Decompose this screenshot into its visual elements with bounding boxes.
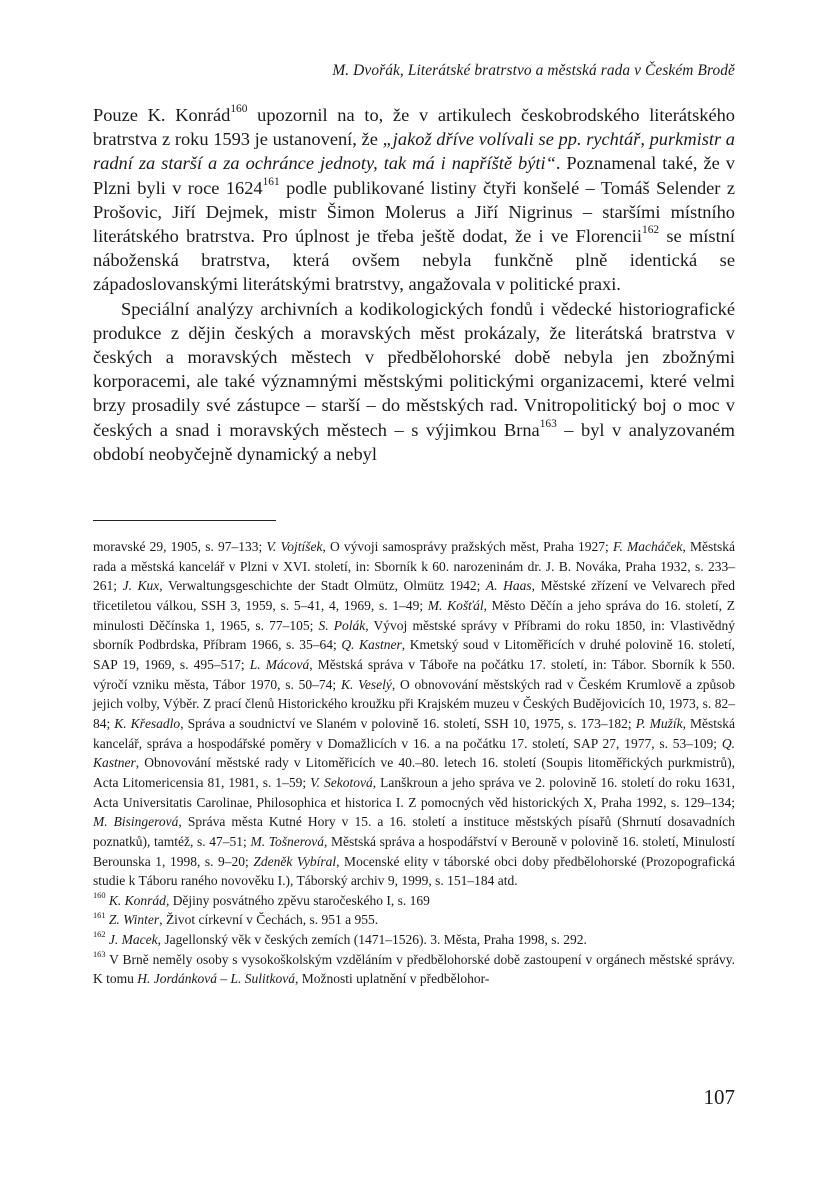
- italic-run: L. Mácová: [249, 656, 310, 672]
- text-run: , Vývoj městské správy v Příbrami do roku 1850, in: Vlastivědný sborník Podbrdska, Příbram 1966, s. 35–64;: [93, 617, 735, 653]
- footnote-ref: 163: [539, 417, 557, 430]
- footnote-continuation: [93, 537, 735, 891]
- italic-run: S. Polák: [318, 617, 366, 633]
- text-run: , Městská rada a městská kancelář v Plzni v XVI. století, in: Sborník k 60. narozeninám dr. J. B. Nováka, Praha 1932, s. 233–261;: [93, 539, 735, 594]
- text-run: , Kmetský soud v Litoměřicích v druhé polovině 16. století, SAP 19, 1969, s. 495–517;: [93, 637, 735, 672]
- text-run: , Město Děčín a jeho správa do 16. století, Z minulosti Děčínska 1, 1965, s. 77–105;: [93, 597, 735, 633]
- footnote-ref: 163: [93, 950, 106, 960]
- text-run: . Poznamenal také, že v Plzni byli v roce 1624: [93, 153, 735, 198]
- text-run: , Správa a soudnictví ve Slaném v polovině 16. století, SSH 10, 1975, s. 173–182;: [180, 715, 636, 731]
- text-run: , Městská správa a hospodářství v Berouně v polovině 16. století, Minulostí Berounska 1, 1998, s. 9–20;: [93, 833, 736, 869]
- main-text: [93, 103, 735, 466]
- italic-run: H. Jordánková – L. Sulitková: [137, 971, 295, 987]
- text-run: , Možnosti uplatnění v předbělohor-: [295, 971, 490, 987]
- italic-run: F. Macháček: [612, 539, 683, 554]
- running-header: M. Dvořák, Literátské bratrstvo a městská rada v Českém Brodě: [332, 62, 735, 79]
- italic-run: M. Tošnerová: [250, 833, 324, 849]
- italic-run: V. Sekotová: [310, 774, 373, 790]
- text-run: , Jagellonský věk v českých zemích (1471–1526). 3. Města, Praha 1998, s. 292.: [157, 932, 587, 948]
- footnote-ref: 160: [93, 891, 106, 901]
- footnote-ref: 162: [93, 930, 106, 940]
- text-run: , Lanškroun a jeho správa ve 2. polovině 16. století do roku 1631, Acta Universitatis Carolinae, Philosophica et historica I. Z pomocných věd historických X, Praha 1992, s. 129–134;: [93, 774, 736, 810]
- footnotes: [93, 537, 735, 989]
- italic-run: V. Vojtíšek: [266, 539, 323, 554]
- italic-run: J. Kux: [122, 578, 160, 594]
- text-run: , O obnovování městských rad v Českém Krumlově a způsob jejich volby, Výběr. Z prací členů Historického kroužku při Krajském muzeu v Českých Budějovicích 10, 1973, s. 82–84;: [93, 676, 735, 731]
- footnote-160: [93, 891, 735, 911]
- footnote-161: [93, 910, 735, 930]
- italic-run: A. Haas: [485, 578, 532, 594]
- italic-run: J. Macek: [108, 932, 158, 948]
- text-run: – byl v analyzovaném období neobyčejně dynamický a nebyl: [93, 419, 735, 464]
- paragraph-1: [93, 103, 735, 297]
- text-run: , Obnovování městské rady v Litoměřicích ve 40.–80. letech 16. století (Soupis litoměřických purkmistrů), Acta Litomericensia 81, 1981, s. 1–59;: [93, 755, 735, 790]
- text-run: , Městská správa v Táboře na počátku 17. století, in: Tábor. Sborník k 550. výročí vzniku města, Tábor 1970, s. 50–74;: [93, 656, 735, 692]
- italic-run: P. Mužík: [635, 715, 683, 731]
- italic-run: K. Veselý: [340, 676, 392, 692]
- text-run: Pouze K. Konrád: [93, 105, 231, 125]
- text-run: se místní náboženská bratrstva, která ovšem nebyla funkčně plně identická se západoslovanskými literátskými bratrstvy, angažovala v politické praxi.: [93, 226, 735, 295]
- text-run: podle publikované listiny čtyři konšelé – Tomáš Selender z Prošovic, Jiří Dejmek, mistr Šimon Molerus a Jiří Nigrinus – staršími místního literátského bratrstva. Pro úplnost je třeba ještě dodat, že i ve Florencii: [93, 177, 735, 247]
- italic-run: Z. Winter: [108, 912, 160, 928]
- footnote-ref: 161: [93, 910, 106, 920]
- text-run: , Život církevní v Čechách, s. 951 a 955.: [159, 912, 379, 928]
- text-run: , Mocenské elity v táborské obci doby předbělohorské (Prozopografická studie k Táboru raného novověku I.), Táborský archiv 9, 1999, s. 151–184 atd.: [93, 853, 735, 889]
- footnote-ref: 160: [230, 103, 248, 116]
- text-run: moravské 29, 1905, s. 97–133;: [93, 539, 267, 554]
- footnote-ref: 161: [262, 175, 280, 188]
- footnote-163: [93, 950, 735, 989]
- italic-run: K. Konrád: [108, 892, 166, 908]
- text-run: V Brně neměly osoby s vysokoškolským vzděláním v předbělohorské době zastoupení v orgánech městské správy. K tomu: [93, 951, 735, 987]
- paragraph-2: [93, 297, 735, 466]
- italic-run: M. Bisingerová: [93, 814, 179, 830]
- text-run: , O vývoji samosprávy pražských měst, Praha 1927;: [322, 539, 613, 554]
- text-run: , Dějiny posvátného zpěvu staročeského I, s. 169: [165, 892, 430, 908]
- text-run: upozornil na to, že v artikulech českobrodského literátského bratrstva z roku 1593 je ustanovení, že: [93, 105, 735, 150]
- text-run: Speciální analýzy archivních a kodikologických fondů i vědecké historiografické produkce z dějin českých a moravských měst prokázaly, že literátská bratrstva v českých a moravských městech v předbělohorské době nebyla jen zbožnými korporacemi, ale také významnými městskými politickými organizacemi, které velmi brzy prosadily své zástupce – starší – do městských rad. Vnitropolitický boj o moc v českých a snad i moravských městech – s výjimkou Brna: [93, 298, 735, 440]
- footnote-separator: [93, 520, 276, 521]
- text-run: , Městská kancelář, správa a hospodářské poměry v Domažlicích v 16. a na počátku 17. století, SAP 27, 1977, s. 53–109;: [93, 715, 735, 751]
- italic-run: K. Křesadlo: [114, 715, 181, 731]
- italic-run: „jakož dříve volívali se pp. rychtář, purkmistr a radní za starší a za ochránce jednoty, tak má i napříště býti“: [93, 129, 735, 174]
- text-run: , Správa města Kutné Hory v 15. a 16. století a instituce městských písařů (Shrnutí dosavadních poznatků), tamtéž, s. 47–51;: [93, 814, 736, 849]
- page-number: 107: [703, 1085, 735, 1109]
- text-run: , Verwaltungsgeschichte der Stadt Olmütz, Olmütz 1942;: [159, 578, 486, 594]
- footnote-162: [93, 930, 735, 950]
- footnote-ref: 162: [642, 224, 660, 237]
- italic-run: Q. Kastner: [93, 735, 735, 771]
- text-run: , Městské zřízení ve Velvarech před třicetiletou válkou, SSH 3, 1959, s. 5–41, 4, 1969, s. 1–49;: [93, 578, 735, 613]
- italic-run: Q. Kastner: [341, 637, 402, 653]
- italic-run: M. Košťál: [427, 597, 484, 613]
- italic-run: Zdeněk Vybíral: [253, 853, 337, 869]
